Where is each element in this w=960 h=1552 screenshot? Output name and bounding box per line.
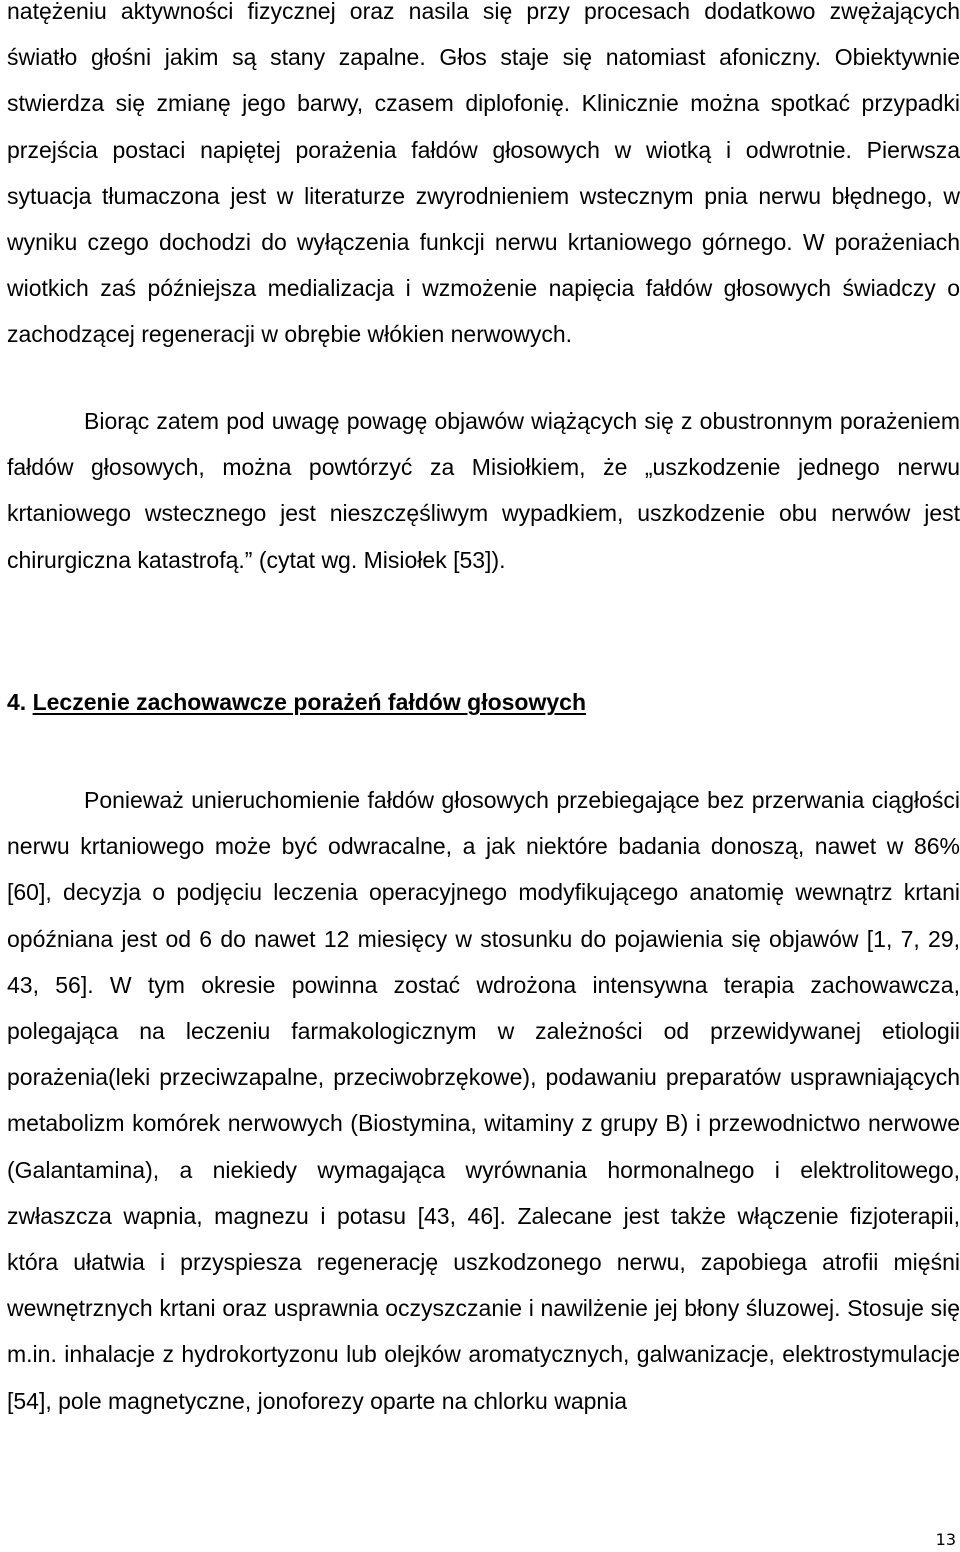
section-title: Leczenie zachowawcze porażeń fałdów głosowych — [32, 689, 586, 715]
paragraph-quote-misiolek: Biorąc zatem pod uwagę powagę objawów wiążących się z obustronnym porażeniem fałdów głosowych, można powtórzyć za Misiołkiem, że „uszkodzenie jednego nerwu krtaniowego wstecznego jest nieszczęśliwym wypadkiem, uszkodzenie obu nerwów jest chirurgiczna katastrofą.” (cytat wg. Misiołek [53]). — [7, 408, 960, 573]
paragraph-conservative-treatment: Ponieważ unieruchomienie fałdów głosowych przebiegające bez przerwania ciągłości nerwu krtaniowego może być odwracalne, a jak niektóre badania donoszą, nawet w 86% [60], decyzja o podjęciu leczenia operacyjnego modyfikującego anatomię wewnątrz krtani opóźniana jest od 6 do nawet 12 miesięcy w stosunku do pojawienia się objawów [1, 7, 29, 43, 56]. W tym okresie powinna zostać wdrożona intensywna terapia zachowawcza, polegająca na leczeniu farmakologicznym w zależności od przewidywanej etiologii porażenia(leki przeciwzapalne, przeciwobrzękowe), podawaniu preparatów usprawniających metabolizm komórek nerwowych (Biostymina, witaminy z grupy B) i przewodnictwo nerwowe (Galantamina), a niekiedy wymagająca wyrównania hormonalnego i elektrolitowego, zwłaszcza wapnia, magnezu i potasu [43, 46]. Zalecane jest także włączenie fizjoterapii, która ułatwia i przyspiesza regenerację uszkodzonego nerwu, zapobiega atrofii mięśni wewnętrznych krtani oraz usprawnia oczyszczanie i nawilżenie jej błony śluzowej. Stosuje się m.in. inhalacje z hydrokortyzonu lub olejków aromatycznych, galwanizacje, elektrostymulacje [54], pole magnetyczne, jonoforezy oparte na chlorku wapnia — [7, 787, 960, 1414]
page-number: 13 — [935, 1530, 956, 1549]
section-number: 4. — [7, 689, 27, 715]
paragraph-continuation: natężeniu aktywności fizycznej oraz nasila się przy procesach dodatkowo zwężających światło głośni jakim są stany zapalne. Głos staje się natomiast afoniczny. Obiektywnie stwierdza się zmianę jego barwy, czasem diplofonię. Klinicznie można spotkać przypadki przejścia postaci napiętej porażenia fałdów głosowych w wiotką i odwrotnie. Pierwsza sytuacja tłumaczona jest w literaturze zwyrodnieniem wstecznym pnia nerwu błędnego, w wyniku czego dochodzi do wyłączenia funkcji nerwu krtaniowego górnego. W porażeniach wiotkich zaś późniejsza medializacja i wzmożenie napięcia fałdów głosowych świadczy o zachodzącej regeneracji w obrębie włókien nerwowych. — [7, 0, 960, 348]
section-heading — [7, 685, 586, 719]
